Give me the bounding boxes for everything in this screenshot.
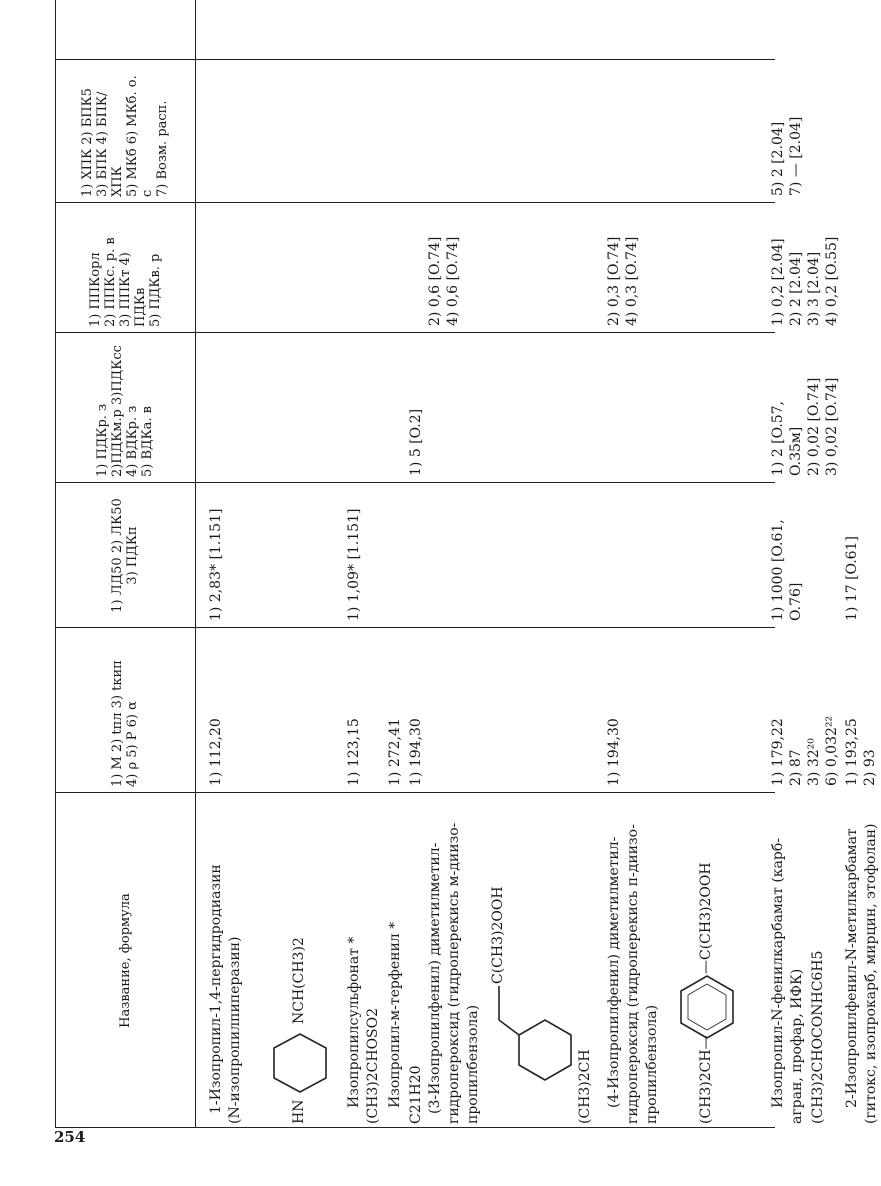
table-cell: 2) 0,6 [O.74] [427, 236, 443, 326]
table-row [364, 796, 383, 1124]
cell-text: Изопропил-N-фенилкарбамат (карб- [770, 837, 786, 1108]
table-cell: 1) 272,41 [387, 718, 403, 786]
rotated-table [55, 0, 879, 1128]
cell-text: (3-Изопропилфенил) диметилметил- [427, 842, 443, 1114]
formula-text: NCH(CH3)2 [291, 937, 307, 1024]
cell-text: (CH3)2CHOCONHC6H5 [810, 950, 826, 1124]
table-cell: 4) 0,6 [O.74] [445, 236, 461, 326]
formula-text: C(CH3)2OOH [490, 886, 506, 984]
header-phys-line: 4) ρ 5) P 6) α [125, 701, 140, 787]
header-ppk-line: 1) ППКорл [87, 252, 103, 327]
table-row [345, 780, 364, 1124]
header-pdk-line: 4) ВДКр. з [125, 405, 140, 477]
table-row [769, 780, 788, 1124]
header-ld-line: 3) ПДКп [125, 526, 140, 585]
piperazine-ring [268, 1026, 332, 1100]
cell-text: Изопропилсульфонат * [346, 936, 362, 1108]
header-pdk-line: 1) ПДКр. з [95, 403, 110, 477]
header-phys-line: 1) M 2) tпл 3) tкип [110, 660, 125, 787]
table-cell: 4) 0,2 [O.55] [824, 236, 840, 326]
piperazine-formula [265, 796, 335, 1124]
header-xpk-line: 3) БПК 4) БПК/ХПК [95, 91, 125, 197]
header-phys [55, 628, 195, 793]
table-row [843, 780, 862, 1124]
table-row [862, 796, 881, 1124]
cell-text: (CH3)2CHOSO2 [365, 1007, 381, 1124]
cell-text: 1-Изопропил-1,4-пергидродиазин [208, 864, 224, 1114]
table-cell: 4) 0,3 [O.74] [624, 236, 640, 326]
table-cell: 6) 0,032²² [824, 715, 840, 786]
table-cell: 1) 1000 [O.61, [770, 519, 786, 621]
table-cell: 1) 0,2 [2.04] [770, 238, 786, 326]
cell-text: пропилбензола) [644, 1004, 660, 1124]
cell-text: C21H20 [408, 1065, 424, 1124]
para-benzene-formula [669, 796, 745, 1124]
table-row [426, 786, 445, 1124]
table-row [643, 796, 662, 1124]
table-cell: 2) 0,02 [O.74] [806, 377, 822, 476]
formula-text: (CH3)2CH [577, 1049, 593, 1124]
table-cell: 1) 112,20 [208, 718, 224, 786]
page-number: 254 [54, 1128, 86, 1146]
formula-text: HN [291, 1099, 307, 1124]
table-cell: 1) 2 [O.57, [770, 400, 786, 476]
header-xpk [55, 60, 195, 203]
header-xpk-line: 7) Возм. расп. [155, 100, 170, 197]
table-cell: 3) 3 [2.04] [806, 251, 822, 326]
cell-text: агран, профар, ИФК) [789, 968, 805, 1124]
header-ppk [55, 203, 195, 333]
table-cell: 3) 0,02 [O.74] [824, 377, 840, 476]
table-cell: 7) — [2.04] [788, 116, 804, 196]
table-cell: 1) 194,30 [606, 718, 622, 786]
header-ld-line: 1) ЛД50 2) ЛК50 [110, 498, 125, 613]
cell-text: пропилбензола) [465, 1004, 481, 1124]
cell-text: (гитокс, изопрокарб, мирцин, этофолан) [863, 823, 879, 1124]
header-ld [55, 483, 195, 628]
header-rule [195, 0, 196, 1128]
formula-text: (CH3)2CH— [698, 1035, 714, 1124]
table-cell: 1) 179,22 [770, 718, 786, 786]
table-row [624, 796, 643, 1124]
table-cell: 1) 1,09* [1.151] [346, 508, 362, 621]
table-cell: O.35м] [788, 426, 804, 476]
cell-text: гидропероксид (гидроперекись п-диизо- [625, 824, 641, 1124]
table-row [407, 796, 426, 1124]
cell-text: (4-Изопропилфенил) диметилметил- [606, 836, 622, 1108]
header-ppk-line: 3) ППКт 4) ПДКв [117, 252, 148, 327]
table-cell: 1) 2,83* [1.151] [208, 508, 224, 621]
table-cell: O.76] [788, 582, 804, 621]
header-pdk-line: 5) ВДКа. в [140, 406, 155, 477]
table-row [386, 780, 405, 1124]
header-ppk-line: 2) ППКс. р. в [102, 237, 118, 327]
table-cell: 2) 0,3 [O.74] [606, 236, 622, 326]
table-cell: 1) 123,15 [346, 718, 362, 786]
cell-text: 2-Изопропилфенил-N-метилкарбамат [844, 828, 860, 1108]
table-cell: 1) 5 [O.2] [408, 408, 424, 476]
table-cell: 1) 194,30 [408, 718, 424, 786]
table-cell: 2) 93 [862, 749, 878, 786]
table-cell: 3) 32²⁰ [806, 738, 822, 786]
table-cell: 5) 2 [2.04] [770, 121, 786, 196]
table-cell: 2) 87 [788, 749, 804, 786]
cell-text: Изопропил-м-терфенил * [387, 921, 403, 1108]
header-xpk-line: 5) МКб 6) МКб. о. с [125, 75, 155, 197]
table-row [809, 796, 828, 1124]
header-pdk [55, 333, 195, 483]
table-row [207, 786, 226, 1124]
header-name [55, 793, 195, 1128]
formula-text: —C(CH3)2OOH [698, 862, 714, 974]
cell-text: гидропероксид (гидроперекись м-диизо- [446, 822, 462, 1124]
header-name-text: Название, формула [117, 893, 133, 1028]
table-cell: 1) 17 [O.61] [844, 536, 860, 621]
table-cell: 1) 193,25 [844, 718, 860, 786]
header-pdk-line: 2)ПДКм.р 3)ПДКсс [110, 345, 125, 477]
meta-benzene-formula [485, 796, 595, 1124]
benzene-ring [491, 980, 577, 1090]
table-row [445, 796, 464, 1124]
table-cell: 2) 2 [2.04] [788, 251, 804, 326]
table-row [788, 796, 807, 1124]
table-row [226, 796, 245, 1124]
table-row [605, 780, 624, 1124]
benzene-ring [673, 970, 741, 1042]
header-xpk-line: 1) ХПК 2) БПК5 [80, 88, 95, 197]
header-ppk-line: 5) ПДКв. р [147, 253, 163, 327]
cell-text: (N-изопропилпиперазин) [227, 936, 243, 1124]
table-row [464, 796, 483, 1124]
